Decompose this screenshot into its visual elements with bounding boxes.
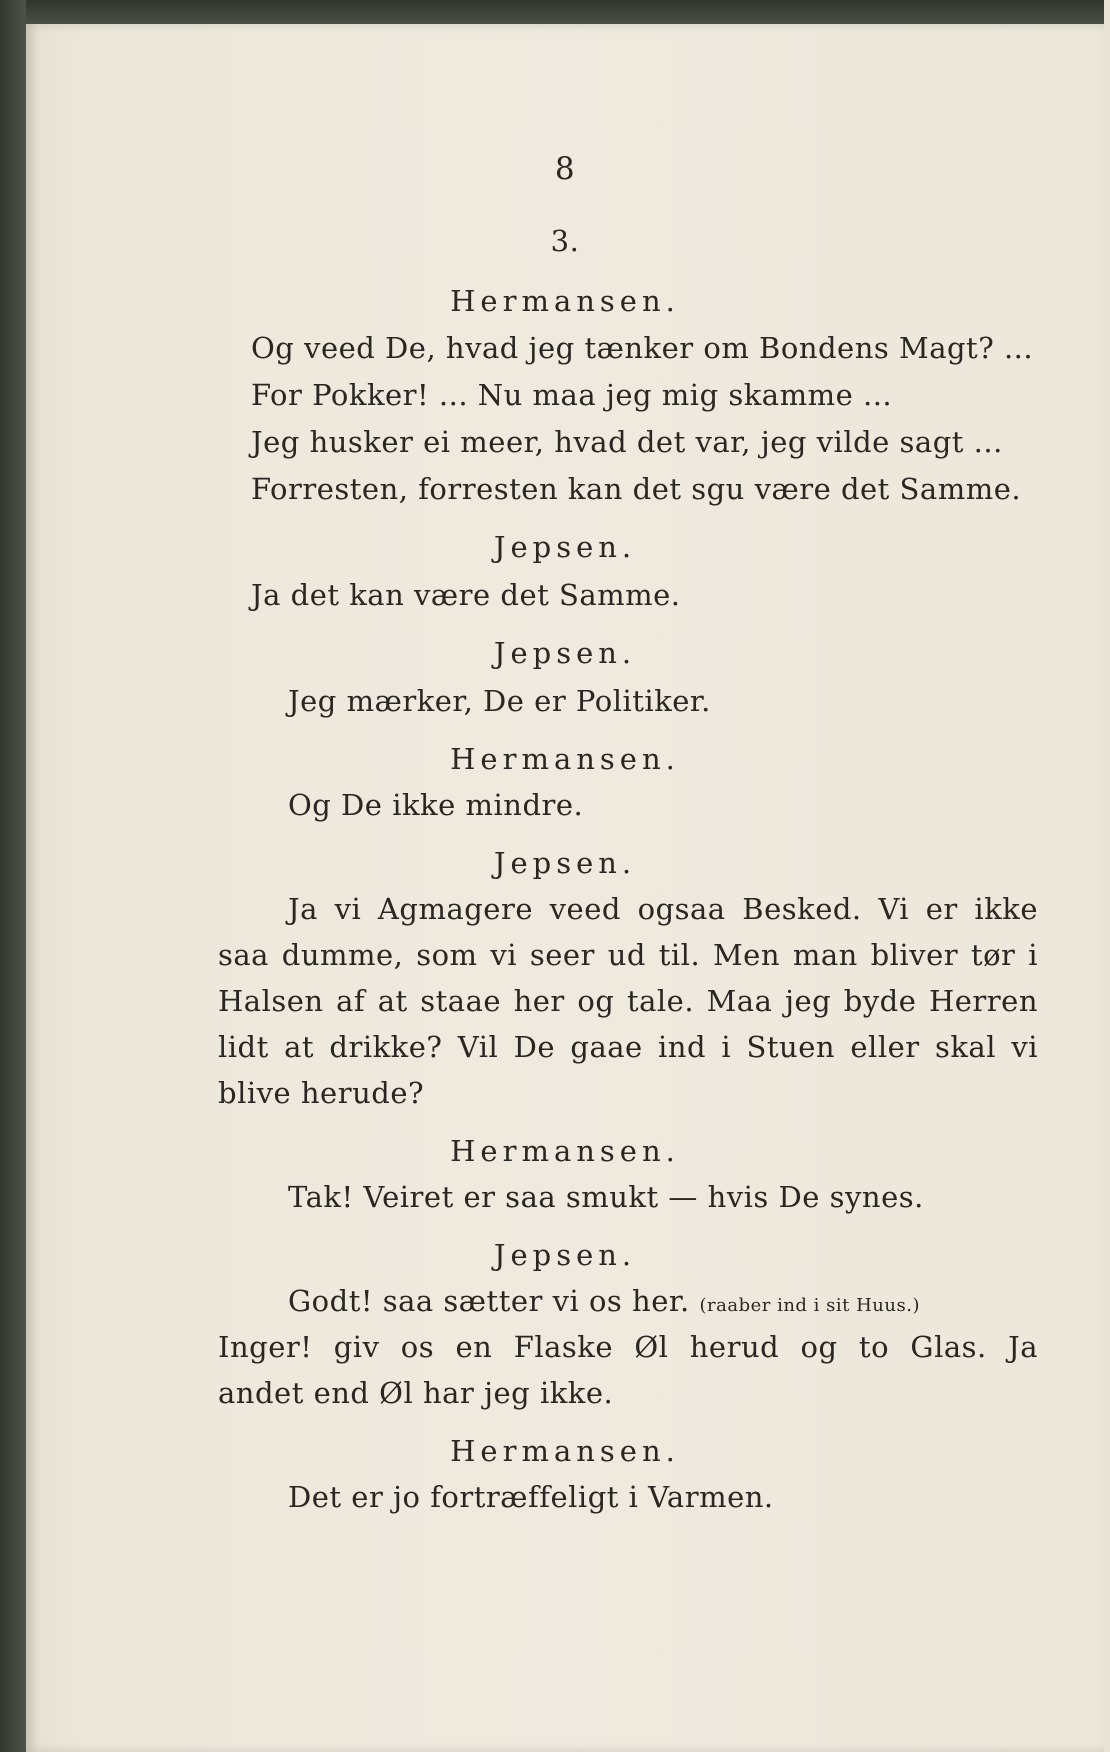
page-text — [26, 24, 1104, 1752]
speaker-jepsen: Jepsen. — [493, 846, 637, 880]
dialogue-line: blive herude? — [218, 1076, 425, 1110]
speaker-jepsen: Jepsen. — [493, 636, 637, 670]
section-number: 3. — [550, 224, 580, 258]
dialogue-line: andet end Øl har jeg ikke. — [218, 1376, 614, 1410]
book-cover-top-edge — [0, 0, 1110, 24]
verse-line: Og veed De, hvad jeg tænker om Bondens Magt? ... — [251, 331, 1034, 365]
speaker-hermansen: Hermansen. — [450, 284, 680, 318]
book-page — [26, 24, 1104, 1752]
dialogue-line — [288, 1284, 920, 1323]
verse-line: For Pokker! ... Nu maa jeg mig skamme ... — [251, 378, 893, 412]
book-cover-left-edge — [0, 0, 26, 1752]
dialogue-line: Halsen af at staae her og tale. Maa jeg byde Herren — [218, 984, 1038, 1018]
dialogue-line: Ja vi Agmagere veed ogsaa Besked. Vi er ikke — [288, 892, 1038, 926]
dialogue-line: Og De ikke mindre. — [288, 788, 584, 822]
dialogue-line: Det er jo fortræffeligt i Varmen. — [288, 1480, 774, 1514]
dialogue-line: Inger! giv os en Flaske Øl herud og to Glas. Ja — [218, 1330, 1038, 1364]
verse-line: Ja det kan være det Samme. — [251, 578, 681, 612]
dialogue-line: Tak! Veiret er saa smukt — hvis De synes. — [288, 1180, 924, 1214]
book-page-right-edge — [1104, 0, 1110, 1752]
speaker-hermansen: Hermansen. — [450, 742, 680, 776]
verse-line: Jeg husker ei meer, hvad det var, jeg vilde sagt ... — [251, 425, 1003, 459]
speaker-hermansen: Hermansen. — [450, 1134, 680, 1168]
dialogue-line: saa dumme, som vi seer ud til. Men man bliver tør i — [218, 938, 1038, 972]
speaker-jepsen: Jepsen. — [493, 530, 637, 564]
speaker-hermansen: Hermansen. — [450, 1434, 680, 1468]
verse-line: Forresten, forresten kan det sgu være det Samme. — [251, 472, 1022, 506]
stage-direction: (raaber ind i sit Huus.) — [699, 1295, 920, 1316]
page-number: 8 — [554, 151, 576, 187]
dialogue-text: Godt! saa sætter vi os her. — [288, 1284, 690, 1318]
dialogue-line: lidt at drikke? Vil De gaae ind i Stuen eller skal vi — [218, 1030, 1038, 1064]
dialogue-line: Jeg mærker, De er Politiker. — [288, 684, 711, 718]
speaker-jepsen: Jepsen. — [493, 1238, 637, 1272]
